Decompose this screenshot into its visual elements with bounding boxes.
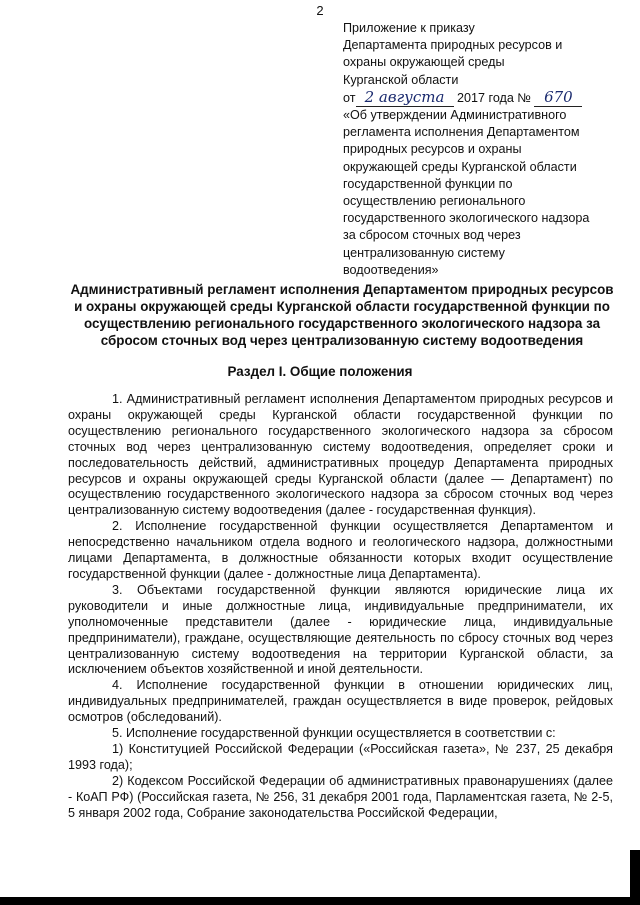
paragraph-1: 1. Административный регламент исполнения Департаментом природных ресурсов и охраны окружающей среды Курганской области государственной функции по осуществлению регионального государственного экологического надзора за сбросом сточных вод через централизованную систему водоотведения, определяет сроки и последовательность действий, административных процедур Департамента природных ресурсов и охраны окружающей среды Курганской области (далее — Департамент) по осуществлению государственного экологического надзора за сбросом сточных вод через централизованную систему водоотведения (далее - государственная функция). — [68, 392, 613, 518]
page-number: 2 — [316, 3, 324, 18]
paragraph-4: 4. Исполнение государственной функции в отношении юридических лиц, индивидуальных предпринимателей, граждан осуществляется в виде проверок, рейдовых осмотров (обследований). — [68, 678, 613, 725]
order-title-line: государственной функции по — [343, 176, 513, 191]
appendix-line: Курганской области — [343, 72, 459, 87]
scan-edge-bottom — [0, 897, 632, 905]
paragraph-5-item-1: 1) Конституцией Российской Федерации («Российская газета», № 237, 25 декабря 1993 года); — [68, 741, 613, 772]
body-text — [68, 392, 613, 821]
order-title-line: регламента исполнения Департаментом — [343, 125, 580, 140]
order-title-line: государственного экологического надзора — [343, 211, 590, 226]
order-title-line: окружающей среды Курганской области — [343, 159, 577, 174]
order-title-line: осуществлению регионального — [343, 194, 526, 209]
order-title-line: водоотведения» — [343, 262, 439, 277]
paragraph-3: 3. Объектами государственной функции являются юридические лица их руководители и иные должностные лица, индивидуальные предприниматели, их уполномоченные представители (далее - юридические лица, индивидуальные предприниматели), граждане, осуществляющие деятельность по сбросу сточных вод через централизованную систему водоотведения на территории Курганской области, за исключением объектов хозяйственной и иной деятельности. — [68, 582, 613, 677]
paragraph-5-item-2: 2) Кодексом Российской Федерации об административных правонарушениях (далее - КоАП РФ) (Российская газета, № 256, 31 декабря 2001 года, Парламентская газета, № 2-5, 5 января 2002 года, Собрание законодательства Российской Федерации, — [68, 773, 613, 820]
appendix-line: Приложение к приказу — [343, 21, 475, 35]
order-title-line: «Об утверждении Административного — [343, 108, 567, 123]
order-date-line — [343, 89, 623, 107]
appendix-block — [343, 20, 623, 279]
order-title-line: за сбросом сточных вод через — [343, 228, 521, 243]
handwritten-date: 2 августа — [356, 89, 454, 107]
document-title: Административный регламент исполнения Департаментом природных ресурсов и охраны окружающей среды Курганской области государственной функции по осуществлению регионального государственного экологического надзора за сбросом сточных вод через централизованную систему водоотведения — [70, 282, 614, 348]
paragraph-2: 2. Исполнение государственной функции осуществляется Департаментом и непосредственно начальником отдела водного и геологического надзора, должностными лицами Департамента, в должностные обязанности которых входит осуществление государственной функции (далее - должностные лица Департамента). — [68, 519, 613, 581]
appendix-line: Департамента природных ресурсов и — [343, 38, 563, 53]
appendix-line: охраны окружающей среды — [343, 55, 505, 70]
date-suffix: 2017 года № — [457, 90, 531, 105]
scan-edge-right — [630, 850, 640, 905]
paragraph-5: 5. Исполнение государственной функции осуществляется в соответствии с: — [112, 726, 556, 741]
section-heading: Раздел I. Общие положения — [227, 364, 413, 379]
date-prefix: от — [343, 90, 356, 105]
handwritten-order-number: 670 — [534, 89, 582, 107]
order-title-line: централизованную систему — [343, 245, 505, 260]
order-title-line: природных ресурсов и охраны — [343, 142, 522, 157]
